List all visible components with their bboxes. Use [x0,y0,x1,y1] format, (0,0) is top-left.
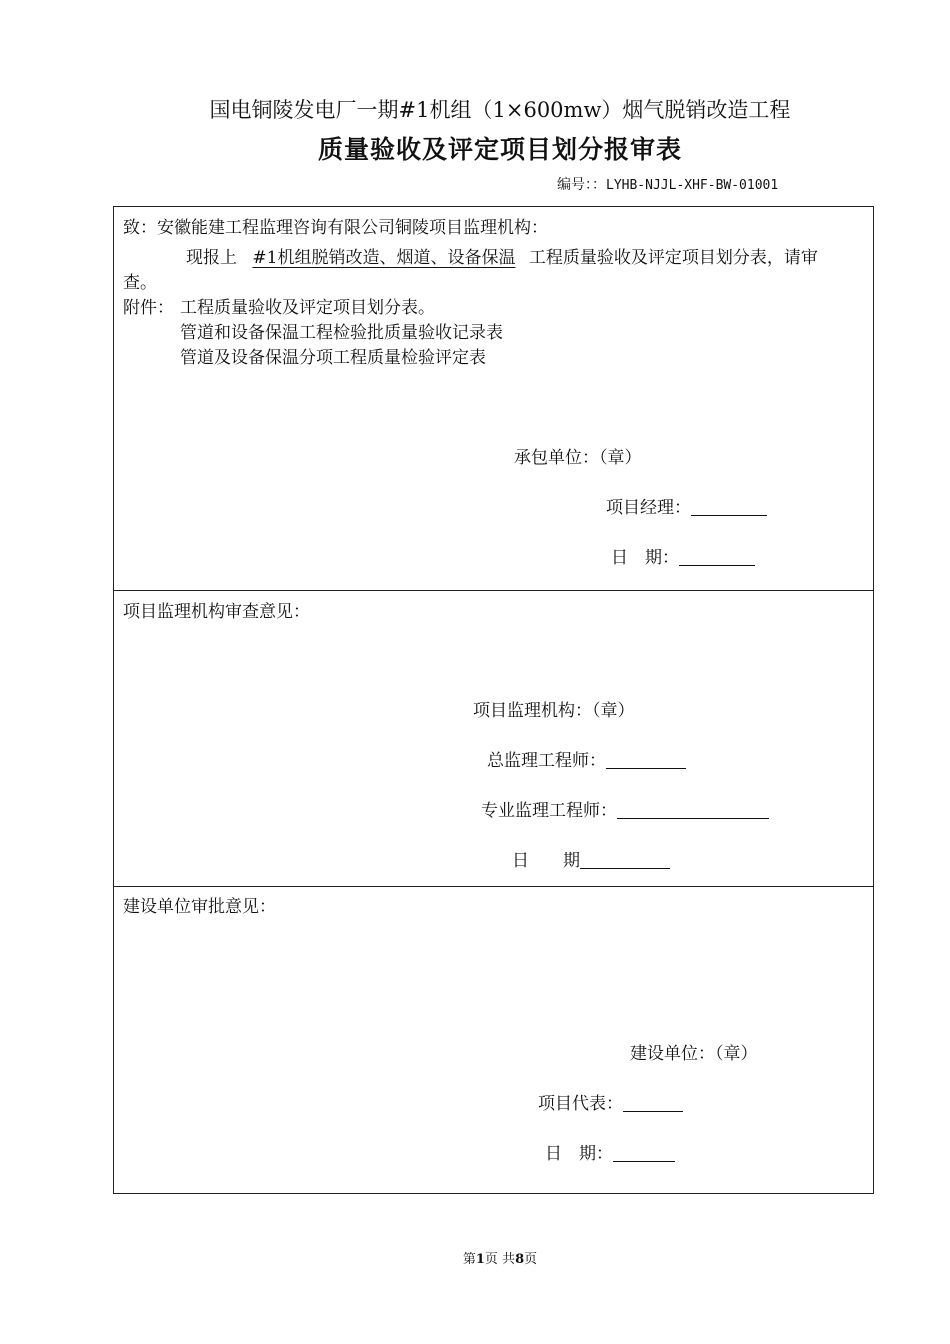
owner-approval-section [114,886,873,1192]
project-representative-label: 项目代表： [538,1094,623,1114]
attachments-label: 附件： [123,298,174,318]
document-number-label: 编号：： [557,177,606,193]
date-field [545,1139,675,1164]
chief-supervisor-field [487,746,686,771]
footer-prefix: 第 [462,1252,476,1267]
owner-approval-heading: 建设单位审批意见： [123,897,276,917]
project-title: 国电铜陵发电厂一期#1机组（1×600mw）烟气脱销改造工程 [209,98,791,122]
footer-middle: 页 共 [484,1252,516,1267]
specialist-supervisor-field [481,796,769,821]
signature-line [617,800,769,819]
document-number [557,174,778,194]
contractor-seal-label: 承包单位：（章） [514,448,642,468]
footer-suffix: 页 [524,1252,538,1267]
report-continuation: 查。 [123,273,157,293]
report-line [186,243,818,268]
page-footer [0,1248,950,1267]
signature-line [606,750,686,769]
report-suffix: 工程质量验收及评定项目划分表，请审 [528,248,818,268]
signature-line [613,1143,675,1162]
project-manager-label: 项目经理： [606,498,691,518]
attachment-item: 管道及设备保温分项工程质量检验评定表 [180,348,486,368]
contractor-submission-section [114,207,873,591]
date-field [512,846,670,871]
report-prefix: 现报上 [186,248,237,268]
project-manager-field [606,493,767,518]
report-subject: #1机组脱销改造、烟道、设备保温 [252,248,516,268]
page-number: 1 [475,1252,485,1267]
attachment-item: 工程质量验收及评定项目划分表。 [180,298,435,318]
attachment-item: 管道和设备保温工程检验批质量验收记录表 [180,323,503,343]
chief-supervisor-label: 总监理工程师： [487,751,606,771]
date-label: 日 期 [512,851,580,871]
signature-line [580,850,670,869]
specialist-supervisor-label: 专业监理工程师： [481,801,617,821]
date-label: 日 期： [545,1144,613,1164]
owner-seal-label: 建设单位：（章） [630,1044,758,1064]
page-total: 8 [515,1252,525,1267]
form-title: 质量验收及评定项目划分报审表 [317,135,682,164]
project-representative-field [538,1089,683,1114]
supervisor-org-seal-label: 项目监理机构：（章） [473,701,635,721]
supervisor-review-section [114,590,873,887]
signature-line [691,497,767,516]
signature-line [623,1093,683,1112]
supervisor-review-heading: 项目监理机构审查意见： [123,602,310,622]
date-field [611,543,755,568]
approval-form-table [113,206,874,1194]
addressee: 致：安徽能建工程监理咨询有限公司铜陵项目监理机构： [123,218,548,238]
date-label: 日 期： [611,548,679,568]
document-number-value: LYHB-NJJL-XHF-BW-01001 [606,178,779,193]
signature-line [679,547,755,566]
